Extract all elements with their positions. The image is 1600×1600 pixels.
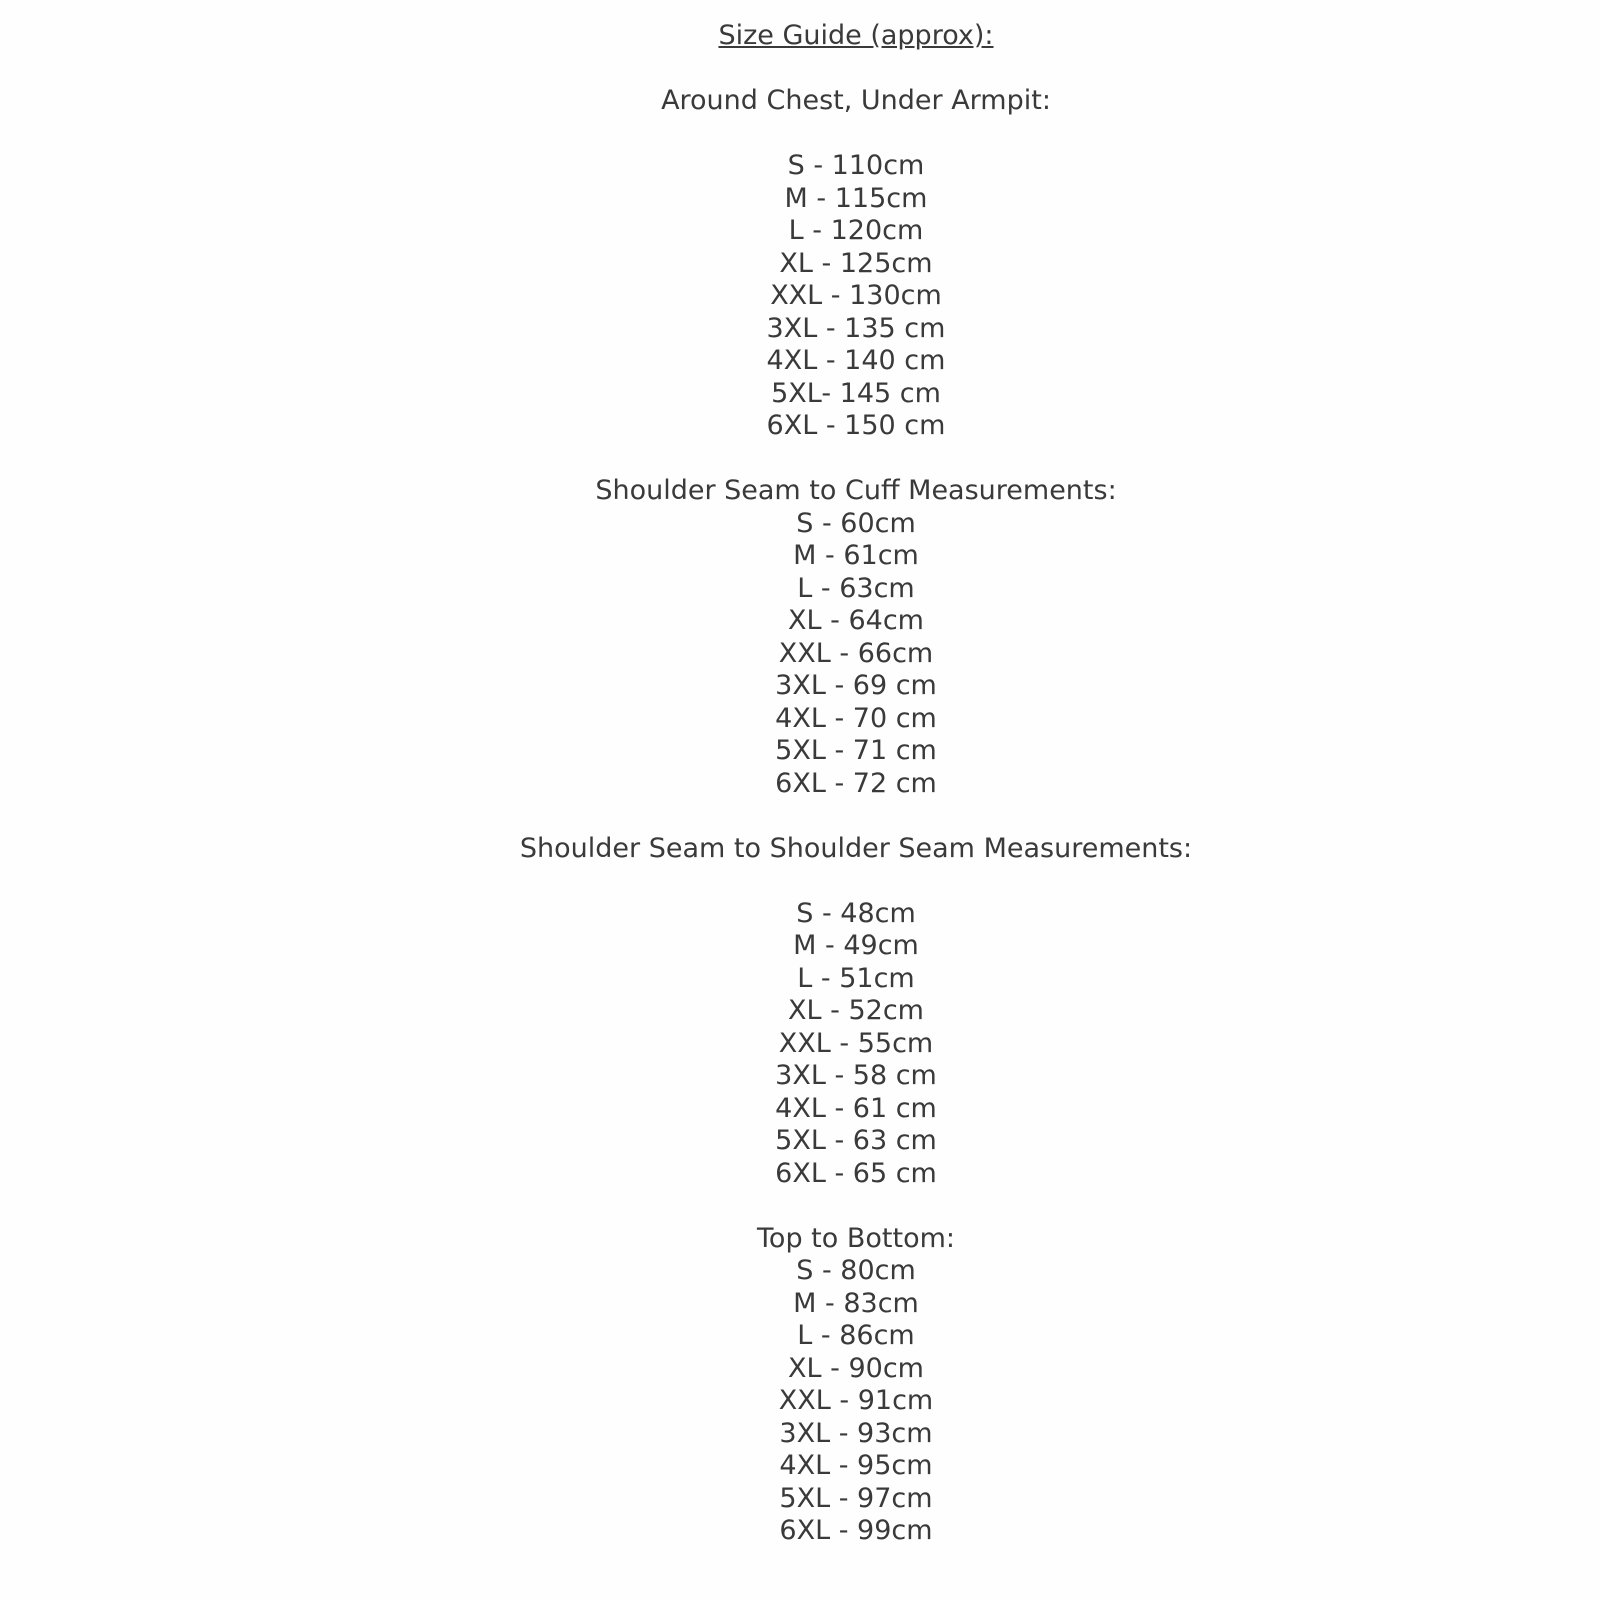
blank-line [112, 1190, 1600, 1223]
page-title: Size Guide (approx): [718, 20, 994, 51]
size-item: XL - 52cm [788, 995, 924, 1026]
size-item: 6XL - 72 cm [775, 767, 937, 799]
size-item: XL - 125cm [779, 247, 933, 279]
section-heading: Shoulder Seam to Cuff Measurements: [595, 475, 1117, 506]
size-item: XXL - 55cm [778, 1027, 934, 1059]
size-item: 3XL - 58 cm [775, 1060, 937, 1091]
blank-line [112, 118, 1600, 151]
size-item: XXL - 91cm [778, 1385, 934, 1416]
size-item: 3XL - 69 cm [775, 670, 937, 701]
size-item: S - 48cm [796, 897, 916, 929]
size-item: 5XL- 145 cm [771, 377, 941, 409]
size-item: S - 60cm [796, 507, 916, 539]
size-item: 6XL - 150 cm [766, 410, 946, 441]
size-item: 3XL - 93cm [779, 1417, 933, 1449]
size-item: L - 63cm [797, 572, 915, 604]
size-item: 4XL - 95cm [779, 1450, 933, 1481]
size-item: M - 115cm [784, 182, 928, 214]
blank-line [112, 443, 1600, 476]
size-item: L - 86cm [797, 1320, 915, 1351]
size-item: 5XL - 97cm [779, 1482, 933, 1514]
size-item: M - 61cm [793, 540, 919, 571]
size-item: M - 49cm [793, 930, 919, 961]
size-item: XL - 90cm [788, 1352, 924, 1384]
section-heading: Top to Bottom: [757, 1222, 955, 1254]
section-heading: Shoulder Seam to Shoulder Seam Measurements: [519, 832, 1193, 864]
size-item: XXL - 130cm [770, 280, 942, 311]
size-item: XXL - 66cm [778, 637, 934, 669]
size-item: S - 80cm [796, 1255, 916, 1286]
size-item: 5XL - 63 cm [775, 1125, 937, 1156]
blank-line [112, 53, 1600, 86]
blank-line [112, 800, 1600, 833]
size-item: L - 120cm [788, 215, 924, 246]
size-item: XL - 64cm [788, 605, 924, 636]
blank-line [112, 865, 1600, 898]
size-item: 4XL - 70 cm [775, 702, 937, 734]
size-item: 5XL - 71 cm [775, 735, 937, 766]
size-item: 6XL - 65 cm [775, 1157, 937, 1189]
size-item: 4XL - 61 cm [775, 1092, 937, 1124]
size-item: M - 83cm [793, 1287, 919, 1319]
size-item: 3XL - 135 cm [766, 312, 946, 344]
size-item: 4XL - 140 cm [766, 345, 946, 376]
size-guide-sections [112, 85, 1600, 1548]
size-item: S - 110cm [787, 150, 925, 181]
size-item: 6XL - 99cm [779, 1515, 933, 1546]
section-heading: Around Chest, Under Armpit: [661, 85, 1051, 116]
size-item: L - 51cm [797, 962, 915, 994]
